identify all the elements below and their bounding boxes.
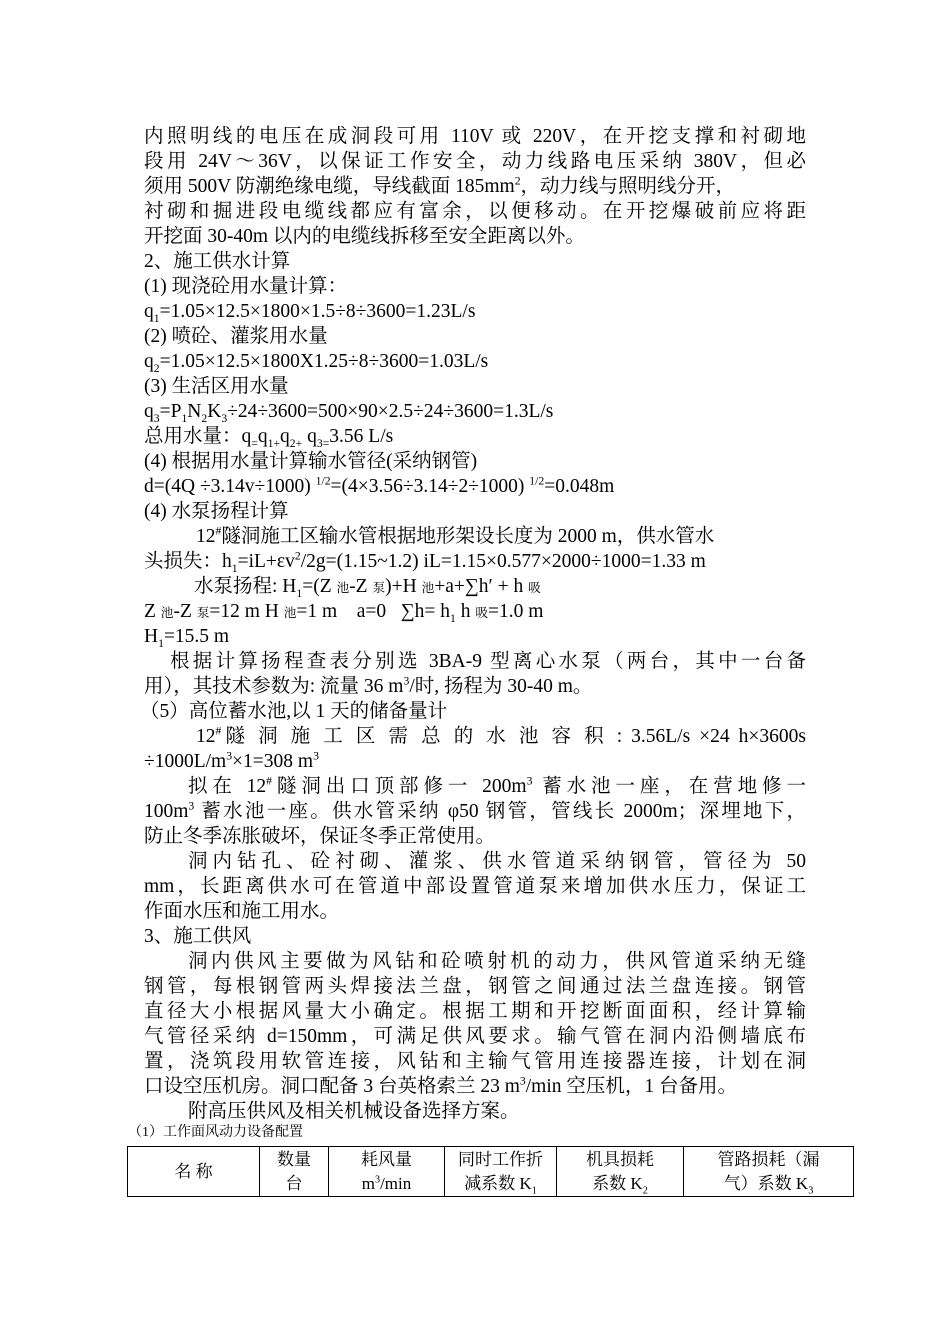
table-caption: （1）工作面风动力设备配置 <box>128 1125 303 1140</box>
table-header-row <box>128 1147 854 1197</box>
formula-q3: $q_3=P_1N_2K_3\div 24\div 3600=500\times 90\times 2.5\div 24\div 3600=1.3L/s$ <box>144 401 554 425</box>
formula-pump-head: 水泵扬程: $H_1=(Z$ 池-Z 泵)+H 池+a+∑h′ + h 吸 <box>194 576 541 600</box>
section-heading-air: 3、施工供风 <box>144 926 252 947</box>
para-line: 气管径采纳 d=150mm，可满足供风要求。输气管在洞内沿侧墙底布 <box>144 1026 806 1047</box>
para-line: 置，浇筑段用软管连接，风钻和主输气管用连接器连接，计划在洞 <box>144 1051 806 1072</box>
header-reduction-coef: 同时工作折 减系数 $K_1$ <box>445 1147 557 1197</box>
formula-values: Z 池-Z 泵=12 m H 池=1 m a=0 $\sum h= h_1$ h 吸=1.0 m <box>144 601 544 625</box>
para-line: (2) 喷砼、灌浆用水量 <box>144 326 328 347</box>
formula-q1: $q_1=1.05\times 12.5\times 1800\times 1.5\div 8\div 3600=1.23L/s$ <box>144 301 476 325</box>
header-pipe-loss-coef: 管路损耗（漏 气）系数 $K_3$ <box>684 1147 854 1197</box>
para-line: 附高压供风及相关机械设备选择方案。 <box>188 1101 520 1122</box>
equipment-table <box>127 1146 854 1197</box>
para-line: (1) 现浇砼用水量计算： <box>144 276 348 297</box>
para-line: (4) 根据用水量计算输水管径(采纳钢管) <box>144 451 478 472</box>
para-line: 12#隧洞施工区输水管根据地形架设长度为 2000 m，供水管水 <box>196 524 715 547</box>
para-line: 钢管，每根钢管两头焊接法兰盘，钢管之间通过法兰盘连接。钢管 <box>144 976 806 997</box>
para-line: (4) 水泵扬程计算 <box>144 501 289 522</box>
para-line: 须用 500V 防潮绝缘电缆，导线截面 $185mm^2$，动力线与照明线分开， <box>144 174 736 197</box>
formula-q2: $q_2=1.05\times 12.5\times 1800X1.25\div 8\div 3600=1.03L/s$ <box>144 351 489 375</box>
para-line: (3) 生活区用水量 <box>144 376 289 397</box>
header-air-consumption: 耗风量 $m^3/\min$ <box>329 1147 445 1197</box>
para-line: mm，长距离供水可在管道中部设置管道泵来增加供水压力，保证工 <box>144 876 806 897</box>
para-line: 根据计算扬程查表分别选 3BA-9 型离心水泵（两台，其中一台备 <box>170 651 806 672</box>
para-line: 内照明线的电压在成洞段可用 110V 或 220V，在开挖支撑和衬砌地 <box>144 126 806 147</box>
para-line: 开挖面 30-40m 以内的电缆线拆移至安全距离以外。 <box>144 226 585 247</box>
para-line: 拟在 12#隧洞出口顶部修一 $200m^3$ 蓄水池一座，在营地修一 <box>188 774 806 797</box>
para-line: 用），其技术参数为: 流量 36 $m^3/$时, 扬程为 30-40 m。 <box>144 674 593 697</box>
para-line: $\div 1000L/m^3\times 1=308$ $m^3$ <box>144 749 319 772</box>
formula-headloss: 头损失：$h_1=iL+\varepsilon v^2/2g=(1.15\sim 1.2)$ iL=1.15×0.577×2000÷1000=1.33 m <box>144 549 706 575</box>
para-line: 口设空压机房。洞口配备 3 台英格索兰 23 $m^3/\min$ 空压机，1 台备用。 <box>144 1074 738 1097</box>
formula-total: 总用水量：$q_=q_{1+}q_{2+}$ $q_{3=}3.56$ L/s <box>144 426 394 450</box>
header-name: 名 称 <box>128 1147 260 1197</box>
para-line: $100m^3$ 蓄水池一座。供水管采纳 φ50 钢管，管线长 2000m；深埋地下， <box>144 799 806 822</box>
formula-diameter: d=(4Q ÷3.14v÷1000) $^{1/2}$=(4×3.56÷3.14÷2÷1000) $^{1/2}$=0.048m <box>144 474 615 497</box>
para-line: 12#隧 洞 施 工 区 需 总 的 水 池 容 积 : 3.56L/s ×24 h×3600s <box>196 724 806 747</box>
para-line: （5）高位蓄水池,以 1 天的储备量计 <box>140 701 448 722</box>
para-line: 衬砌和掘进段电缆线都应有富余，以便移动。在开挖爆破前应将距 <box>144 201 806 222</box>
header-tool-loss-coef: 机具损耗 系数 $K_2$ <box>557 1147 684 1197</box>
para-line: 洞内钻孔、砼衬砌、灌浆、供水管道采纳钢管，管径为 50 <box>188 851 806 872</box>
para-line: 作面水压和施工用水。 <box>144 901 340 922</box>
formula-h1: $H_1=15.5$ m <box>144 626 230 650</box>
header-quantity: 数量 台 <box>260 1147 329 1197</box>
section-heading-water: 2、施工供水计算 <box>144 251 291 272</box>
para-line: 段用 24V～36V，以保证工作安全，动力线路电压采纳 380V，但必 <box>144 151 806 172</box>
para-line: 洞内供风主要做为风钻和砼喷射机的动力，供风管道采纳无缝 <box>188 951 806 972</box>
para-line: 防止冬季冻胀破坏，保证冬季正常使用。 <box>144 826 496 847</box>
para-line: 直径大小根据风量大小确定。根据工期和开挖断面面积，经计算输 <box>144 1001 806 1022</box>
